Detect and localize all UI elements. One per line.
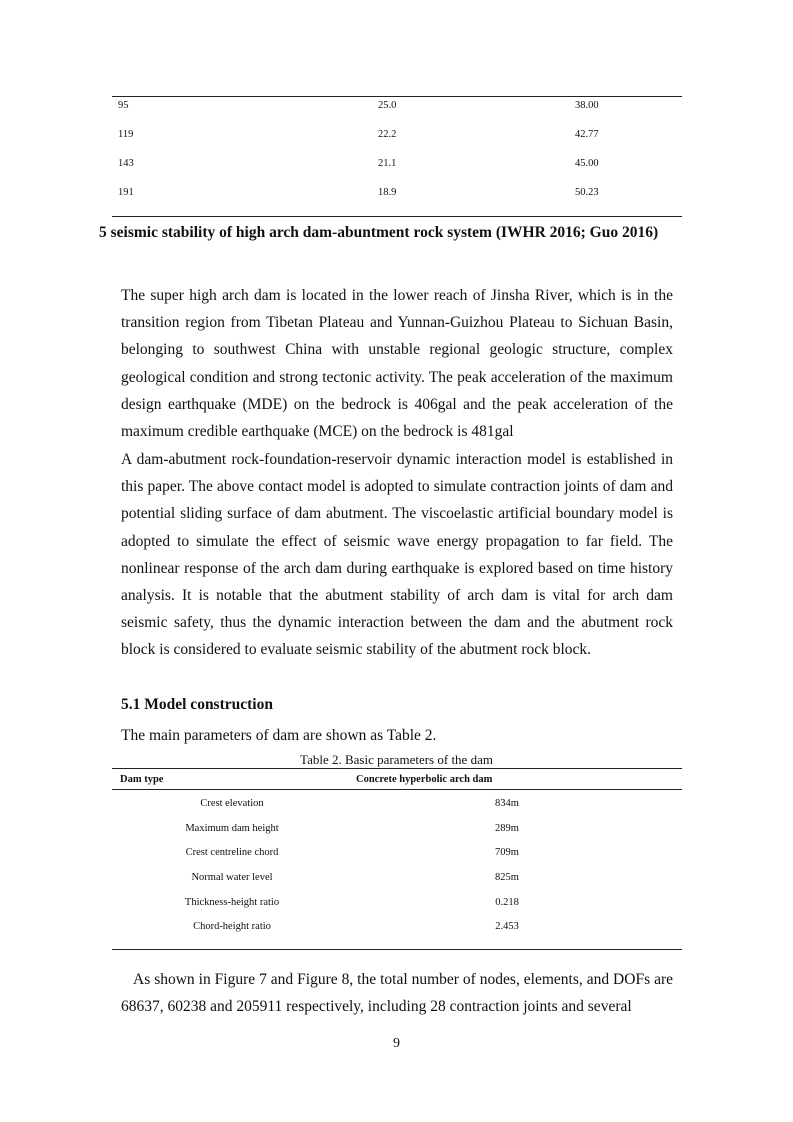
header-cell: Dam type (120, 773, 164, 785)
table-cell: 38.00 (575, 100, 599, 111)
table-cell: 834m (495, 798, 519, 809)
table-cell: 22.2 (378, 129, 397, 140)
body-paragraph-1: The super high arch dam is located in the lower reach of Jinsha River, which is in the transition region from Tibetan Plateau and Yunnan-Guizhou Plateau to Sichuan Basin, belonging to southwest China with unstable regional geologic structure, complex geological condition and strong tectonic activity. The peak acceleration of the maximum design earthquake (MDE) on the bedrock is 406gal and the peak acceleration of the maximum credible earthquake (MCE) on the bedrock is 481gal (121, 287, 673, 441)
body-paragraph-2: A dam-abutment rock-foundation-reservoir dynamic interaction model is established in this paper. The above contact model is adopted to simulate contraction joints of dam and potential sliding surface of dam abutment. The viscoelastic artificial boundary model is adopted to simulate the effect of seismic wave energy propagation to far field. The nonlinear response of the arch dam during earthquake is explored based on time history analysis. It is notable that the abutment stability of arch dam is vital for arch dam seismic safety, thus the dynamic interaction between the dam and the abutment rock block is considered to evaluate seismic stability of the abutment rock block. (121, 451, 673, 659)
dam-parameters-table (112, 768, 682, 950)
table-cell: 95 (118, 100, 129, 111)
subsection-intro: The main parameters of dam are shown as Table 2. (121, 727, 437, 744)
table-row (112, 918, 682, 943)
page-number: 9 (393, 1036, 400, 1051)
table-cell: Normal water level (191, 872, 273, 884)
header-cell: Concrete hyperbolic arch dam (356, 773, 493, 785)
table-body (112, 790, 682, 949)
results-table-continuation (112, 96, 682, 217)
table-cell: 50.23 (575, 187, 599, 198)
table-cell: 191 (118, 187, 134, 198)
table-row (112, 187, 682, 216)
table-cell: 21.1 (378, 158, 397, 169)
table-cell: Maximum dam height (185, 822, 279, 834)
table-caption: Table 2. Basic parameters of the dam (300, 752, 493, 767)
table-cell: Thickness-height ratio (184, 896, 280, 908)
table-cell: Crest elevation (200, 798, 264, 809)
section-heading: 5 seismic stability of high arch dam-abuntment rock system (IWHR 2016; Guo 2016) (99, 224, 659, 241)
table-cell: 289m (495, 822, 519, 834)
table-cell: 18.9 (378, 187, 397, 198)
table-cell: 0.218 (495, 896, 519, 908)
table-row (112, 795, 682, 820)
table-cell: Chord-height ratio (193, 921, 271, 933)
table-row (112, 100, 682, 129)
subsection-heading: 5.1 Model construction (121, 696, 273, 713)
table-row (112, 869, 682, 894)
table-row (112, 158, 682, 187)
table-cell: 825m (495, 872, 519, 884)
table-cell: 119 (118, 129, 134, 140)
table-cell: 709m (495, 847, 519, 859)
table-header (112, 769, 682, 790)
table-cell: 45.00 (575, 158, 599, 169)
table-row (112, 894, 682, 919)
table-row (112, 129, 682, 158)
table-cell: Crest centreline chord (185, 847, 279, 859)
table-row (112, 844, 682, 869)
table-row (112, 820, 682, 845)
table-cell: 2.453 (495, 921, 519, 933)
table-cell: 25.0 (378, 100, 397, 111)
table-cell: 143 (118, 158, 134, 169)
table-cell: 42.77 (575, 129, 599, 140)
body-paragraph-3: As shown in Figure 7 and Figure 8, the total number of nodes, elements, and DOFs are 68637, 60238 and 205911 respectively, including 28 contraction joints and several (121, 971, 673, 1016)
